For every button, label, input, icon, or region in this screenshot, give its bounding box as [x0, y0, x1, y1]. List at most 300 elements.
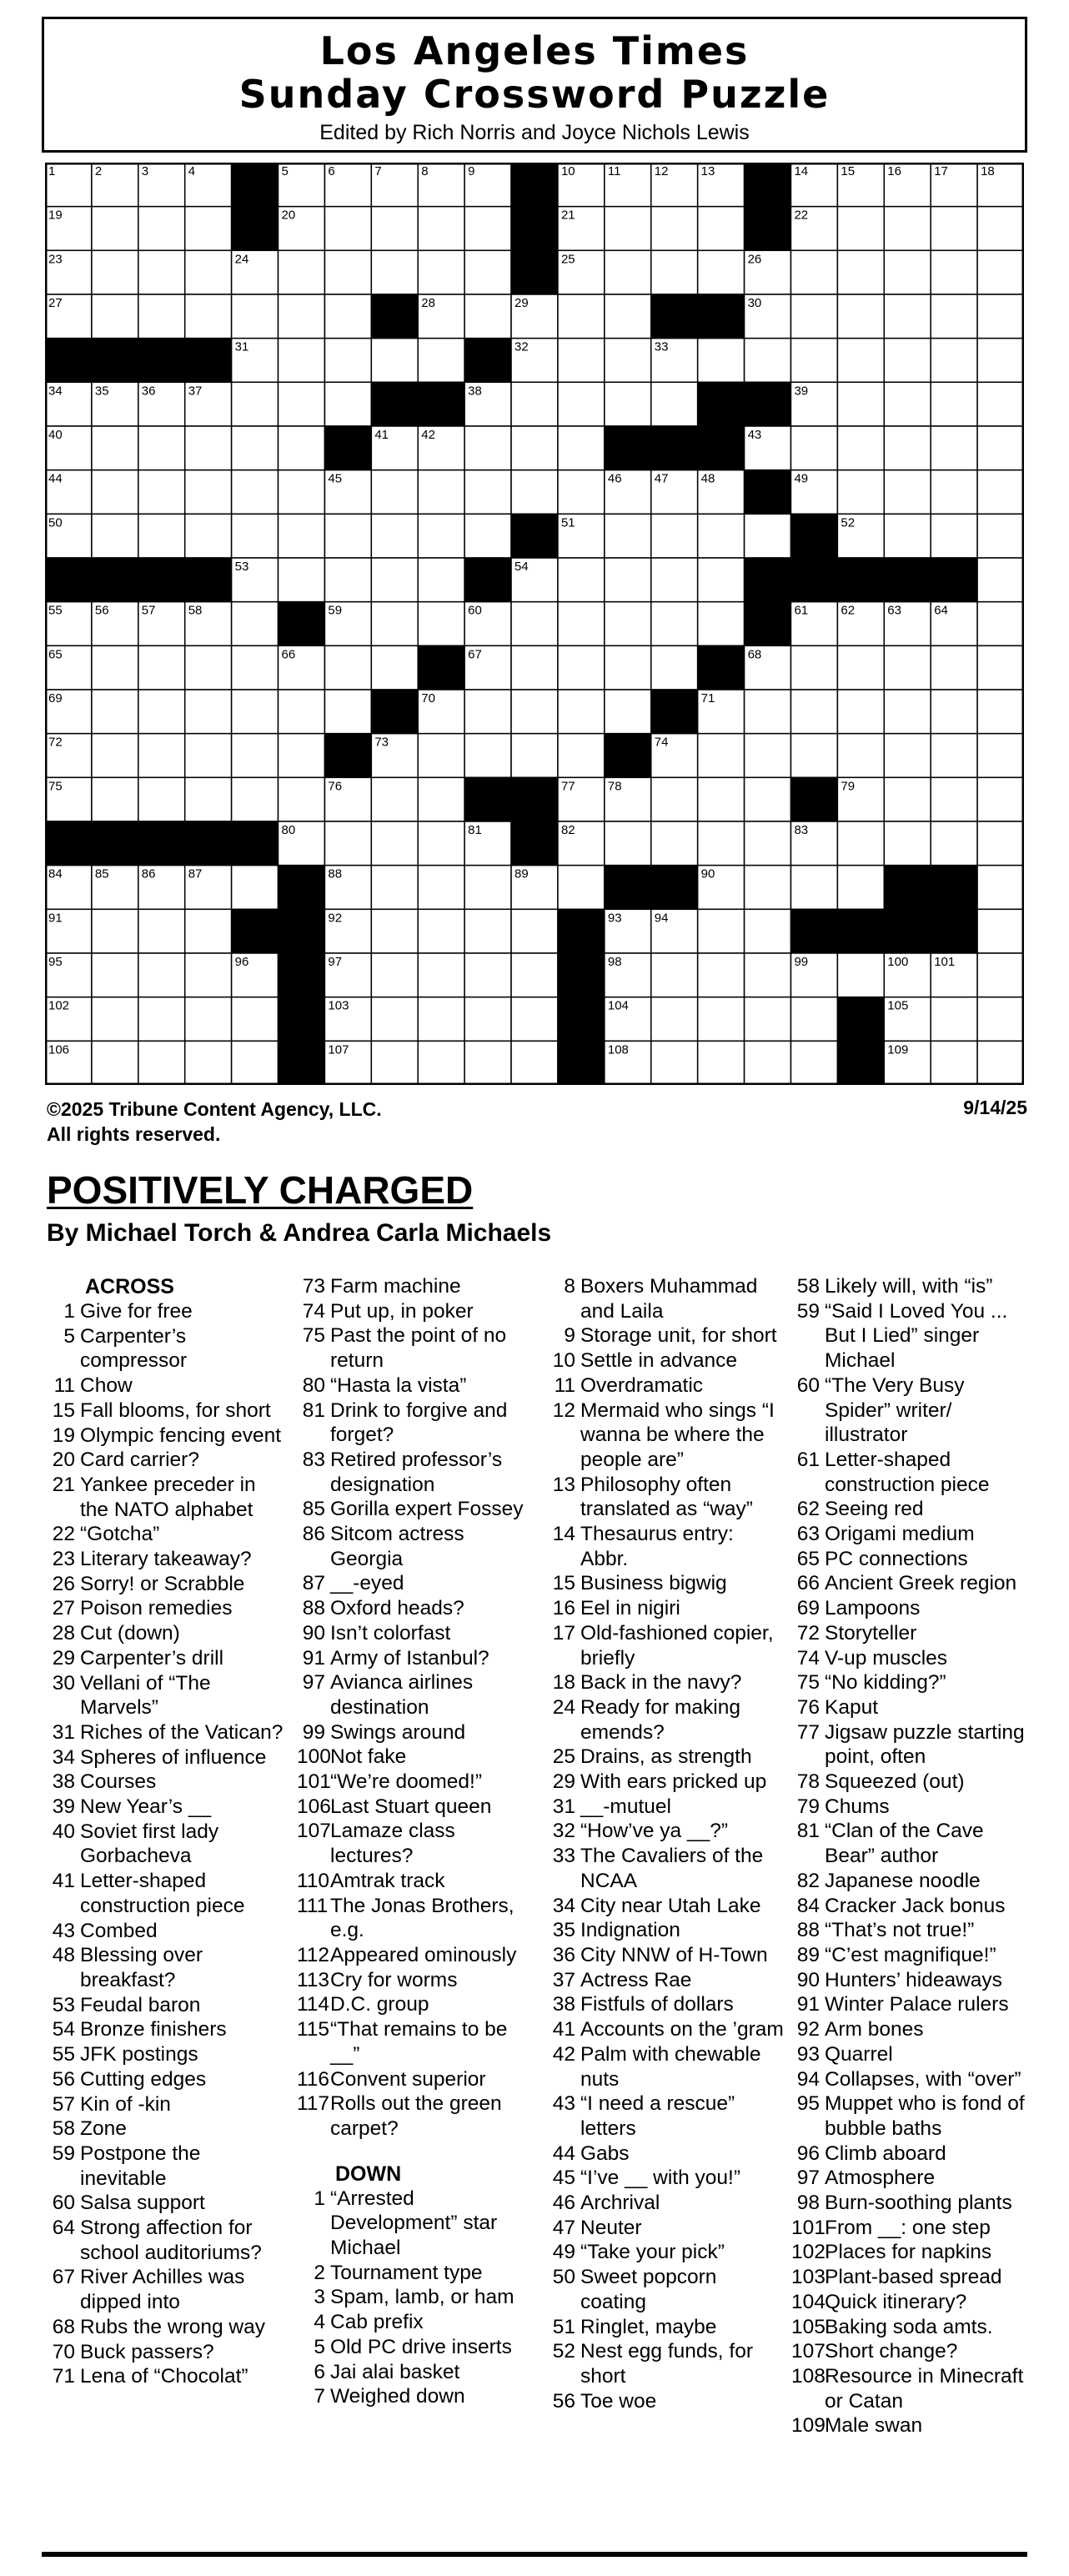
- grid-cell[interactable]: [884, 207, 931, 251]
- grid-cell[interactable]: [232, 514, 279, 558]
- grid-cell[interactable]: [92, 250, 138, 294]
- clue-number: 31: [52, 1720, 75, 1744]
- clue-text: Seeing red: [825, 1498, 924, 1521]
- grid-cell[interactable]: [138, 514, 185, 558]
- grid-cell[interactable]: [837, 645, 884, 690]
- grid-cell[interactable]: [279, 250, 325, 294]
- grid-cell[interactable]: [279, 470, 325, 515]
- grid-cell[interactable]: [324, 558, 371, 602]
- grid-cell[interactable]: [511, 953, 558, 997]
- grid-cell[interactable]: [185, 777, 232, 821]
- grid-cell[interactable]: [977, 602, 1024, 646]
- grid-cell[interactable]: [371, 645, 418, 690]
- grid-cell[interactable]: [931, 821, 977, 866]
- clue-item: [47, 1671, 285, 1720]
- grid-cell[interactable]: [511, 645, 558, 690]
- grid-cell[interactable]: [232, 426, 279, 470]
- grid-cell[interactable]: [837, 426, 884, 470]
- grid-cell[interactable]: [464, 866, 511, 910]
- grid-cell[interactable]: [92, 777, 138, 821]
- grid-cell[interactable]: [884, 645, 931, 690]
- grid-cell[interactable]: [418, 866, 464, 910]
- grid-cell[interactable]: [232, 866, 279, 910]
- grid-cell[interactable]: [418, 470, 464, 515]
- grid-cell[interactable]: [698, 602, 745, 646]
- grid-cell[interactable]: [92, 294, 138, 339]
- grid-cell[interactable]: [138, 1041, 185, 1085]
- grid-cell[interactable]: [651, 821, 698, 866]
- grid-cell[interactable]: [837, 250, 884, 294]
- grid-cell[interactable]: [698, 250, 745, 294]
- crossword-grid[interactable]: [45, 163, 1024, 1085]
- grid-cell[interactable]: [371, 997, 418, 1042]
- grid-cell[interactable]: [232, 777, 279, 821]
- grid-cell[interactable]: [605, 645, 651, 690]
- grid-cell[interactable]: [185, 734, 232, 778]
- grid-cell[interactable]: [418, 734, 464, 778]
- grid-cell[interactable]: [185, 1041, 232, 1085]
- grid-cell[interactable]: [324, 382, 371, 426]
- grid-cell[interactable]: [558, 602, 605, 646]
- grid-cell[interactable]: [185, 997, 232, 1042]
- grid-cell[interactable]: [232, 645, 279, 690]
- clue-number: 77: [796, 1720, 820, 1744]
- grid-cell[interactable]: [790, 250, 837, 294]
- grid-cell[interactable]: [651, 382, 698, 426]
- clue-number: 48: [52, 1944, 75, 1967]
- grid-cell[interactable]: [185, 690, 232, 734]
- clue-item: [297, 2187, 535, 2261]
- grid-cell[interactable]: [464, 997, 511, 1042]
- clue-item: [297, 2067, 535, 2092]
- grid-cell[interactable]: [418, 207, 464, 251]
- grid-cell[interactable]: [884, 470, 931, 515]
- grid-cell[interactable]: [977, 250, 1024, 294]
- clue-text: Gabs: [580, 2142, 630, 2165]
- clue-item: [791, 2216, 1030, 2241]
- grid-cell[interactable]: [418, 339, 464, 383]
- grid-cell[interactable]: [745, 997, 791, 1042]
- grid-cell[interactable]: [745, 909, 791, 953]
- grid-cell[interactable]: [138, 997, 185, 1042]
- grid-cell[interactable]: [558, 426, 605, 470]
- grid-cell[interactable]: [464, 690, 511, 734]
- clue-number: 60: [796, 1373, 820, 1397]
- grid-cell[interactable]: [977, 777, 1024, 821]
- grid-cell[interactable]: [698, 514, 745, 558]
- grid-cell[interactable]: [790, 997, 837, 1042]
- grid-cell[interactable]: [138, 909, 185, 953]
- grid-cell[interactable]: [651, 997, 698, 1042]
- grid-cell[interactable]: [371, 514, 418, 558]
- grid-cell[interactable]: [324, 339, 371, 383]
- grid-cell[interactable]: [138, 207, 185, 251]
- grid-cell[interactable]: [931, 294, 977, 339]
- grid-cell[interactable]: [931, 997, 977, 1042]
- grid-cell[interactable]: [558, 294, 605, 339]
- grid-cell[interactable]: [745, 777, 791, 821]
- grid-cell[interactable]: [418, 777, 464, 821]
- black-square: [558, 997, 605, 1042]
- clue-item: [547, 2091, 785, 2141]
- grid-cell[interactable]: [279, 734, 325, 778]
- grid-cell[interactable]: [931, 734, 977, 778]
- grid-cell[interactable]: [511, 909, 558, 953]
- grid-cell[interactable]: [324, 207, 371, 251]
- grid-cell[interactable]: [232, 294, 279, 339]
- grid-cell[interactable]: [185, 514, 232, 558]
- grid-cell[interactable]: [605, 294, 651, 339]
- grid-cell[interactable]: [698, 339, 745, 383]
- cell-number: 96: [234, 955, 249, 969]
- grid-cell[interactable]: [977, 866, 1024, 910]
- cell-number: 37: [188, 384, 203, 399]
- grid-cell[interactable]: [418, 558, 464, 602]
- grid-cell[interactable]: [511, 734, 558, 778]
- grid-cell[interactable]: [464, 470, 511, 515]
- grid-cell[interactable]: [745, 734, 791, 778]
- grid-cell[interactable]: [884, 426, 931, 470]
- grid-cell[interactable]: [464, 734, 511, 778]
- grid-cell[interactable]: [464, 514, 511, 558]
- grid-cell[interactable]: [884, 250, 931, 294]
- grid-cell[interactable]: [371, 953, 418, 997]
- grid-cell[interactable]: [464, 1041, 511, 1085]
- grid-cell[interactable]: [837, 821, 884, 866]
- grid-cell[interactable]: [884, 514, 931, 558]
- grid-cell[interactable]: [931, 645, 977, 690]
- clue-number: 20: [52, 1449, 75, 1472]
- grid-cell[interactable]: [790, 294, 837, 339]
- grid-cell[interactable]: [558, 558, 605, 602]
- grid-cell[interactable]: [418, 909, 464, 953]
- grid-cell[interactable]: [418, 1041, 464, 1085]
- cell-number: 45: [328, 471, 343, 486]
- grid-cell[interactable]: [279, 426, 325, 470]
- clue-item: [547, 1670, 785, 1695]
- grid-cell[interactable]: [138, 250, 185, 294]
- grid-cell[interactable]: [371, 207, 418, 251]
- grid-cell[interactable]: [92, 909, 138, 953]
- grid-cell[interactable]: [511, 690, 558, 734]
- grid-cell[interactable]: [558, 734, 605, 778]
- clue-text: “How’ve ya __?”: [580, 1820, 729, 1843]
- grid-cell[interactable]: [605, 690, 651, 734]
- grid-cell[interactable]: [185, 645, 232, 690]
- grid-cell[interactable]: [884, 294, 931, 339]
- grid-cell[interactable]: [511, 470, 558, 515]
- grid-cell[interactable]: [511, 382, 558, 426]
- grid-cell[interactable]: [977, 953, 1024, 997]
- grid-cell[interactable]: [324, 294, 371, 339]
- clue-number: 26: [52, 1572, 75, 1595]
- black-square: [464, 339, 511, 383]
- grid-cell[interactable]: [185, 909, 232, 953]
- grid-cell[interactable]: [418, 953, 464, 997]
- grid-cell[interactable]: [464, 426, 511, 470]
- grid-cell[interactable]: [279, 294, 325, 339]
- grid-cell[interactable]: [371, 602, 418, 646]
- grid-cell[interactable]: [511, 602, 558, 646]
- grid-cell[interactable]: [605, 339, 651, 383]
- grid-cell[interactable]: [931, 339, 977, 383]
- grid-cell[interactable]: [232, 690, 279, 734]
- grid-cell[interactable]: [837, 382, 884, 426]
- grid-cell[interactable]: [651, 953, 698, 997]
- grid-cell[interactable]: [138, 645, 185, 690]
- grid-cell[interactable]: [837, 734, 884, 778]
- grid-cell[interactable]: [558, 645, 605, 690]
- grid-cell[interactable]: [977, 690, 1024, 734]
- grid-cell[interactable]: [138, 294, 185, 339]
- grid-cell[interactable]: [558, 470, 605, 515]
- grid-cell[interactable]: [605, 382, 651, 426]
- grid-cell[interactable]: [279, 558, 325, 602]
- grid-cell[interactable]: [931, 690, 977, 734]
- grid-cell[interactable]: [745, 1041, 791, 1085]
- grid-cell[interactable]: [185, 953, 232, 997]
- grid-cell[interactable]: [605, 821, 651, 866]
- grid-cell[interactable]: [92, 514, 138, 558]
- grid-cell[interactable]: [698, 909, 745, 953]
- grid-cell[interactable]: [324, 250, 371, 294]
- grid-cell[interactable]: [232, 997, 279, 1042]
- grid-cell[interactable]: [837, 207, 884, 251]
- grid-cell[interactable]: [790, 645, 837, 690]
- grid-cell[interactable]: [884, 382, 931, 426]
- grid-cell[interactable]: [605, 514, 651, 558]
- grid-cell[interactable]: [464, 294, 511, 339]
- grid-cell[interactable]: [418, 514, 464, 558]
- grid-cell[interactable]: [837, 953, 884, 997]
- grid-cell[interactable]: [92, 690, 138, 734]
- grid-cell[interactable]: [371, 250, 418, 294]
- grid-cell[interactable]: [371, 909, 418, 953]
- grid-cell[interactable]: [977, 821, 1024, 866]
- clue-text: Cab prefix: [330, 2311, 424, 2334]
- cell-number: 19: [48, 208, 63, 223]
- grid-cell[interactable]: [745, 953, 791, 997]
- grid-cell[interactable]: [651, 250, 698, 294]
- grid-cell[interactable]: [138, 734, 185, 778]
- grid-cell[interactable]: [511, 426, 558, 470]
- grid-cell[interactable]: [977, 734, 1024, 778]
- grid-cell[interactable]: [418, 821, 464, 866]
- grid-cell[interactable]: [138, 426, 185, 470]
- grid-cell[interactable]: [698, 953, 745, 997]
- grid-cell[interactable]: [464, 207, 511, 251]
- grid-cell[interactable]: [837, 339, 884, 383]
- grid-cell[interactable]: [92, 1041, 138, 1085]
- grid-cell[interactable]: [651, 514, 698, 558]
- grid-cell[interactable]: [977, 1041, 1024, 1085]
- clue-number: 88: [796, 1919, 820, 1942]
- grid-cell[interactable]: [977, 997, 1024, 1042]
- grid-cell[interactable]: [977, 514, 1024, 558]
- grid-cell[interactable]: [185, 426, 232, 470]
- grid-cell[interactable]: [324, 690, 371, 734]
- clue-number: 37: [552, 1968, 575, 1991]
- grid-cell[interactable]: [558, 866, 605, 910]
- grid-cell[interactable]: [884, 777, 931, 821]
- grid-cell[interactable]: [371, 558, 418, 602]
- grid-cell[interactable]: [371, 821, 418, 866]
- grid-cell[interactable]: [185, 250, 232, 294]
- grid-cell[interactable]: [418, 997, 464, 1042]
- grid-cell[interactable]: [745, 690, 791, 734]
- grid-cell[interactable]: [138, 470, 185, 515]
- grid-cell[interactable]: [185, 294, 232, 339]
- grid-cell[interactable]: [279, 514, 325, 558]
- grid-cell[interactable]: [837, 470, 884, 515]
- grid-cell[interactable]: [698, 821, 745, 866]
- grid-cell[interactable]: [698, 207, 745, 251]
- grid-cell[interactable]: [418, 250, 464, 294]
- grid-cell[interactable]: [977, 339, 1024, 383]
- grid-cell[interactable]: [605, 558, 651, 602]
- grid-cell[interactable]: [745, 339, 791, 383]
- grid-cell[interactable]: [790, 339, 837, 383]
- grid-cell[interactable]: [977, 207, 1024, 251]
- grid-cell[interactable]: [138, 953, 185, 997]
- grid-cell[interactable]: [931, 250, 977, 294]
- grid-cell[interactable]: [790, 734, 837, 778]
- grid-cell[interactable]: [232, 734, 279, 778]
- grid-cell[interactable]: [837, 866, 884, 910]
- grid-cell[interactable]: [605, 207, 651, 251]
- clue-text: Literary takeaway?: [80, 1548, 252, 1571]
- grid-cell[interactable]: [931, 207, 977, 251]
- grid-cell[interactable]: [977, 909, 1024, 953]
- grid-cell[interactable]: [371, 866, 418, 910]
- grid-cell[interactable]: [745, 514, 791, 558]
- grid-cell[interactable]: [745, 866, 791, 910]
- grid-cell[interactable]: [651, 777, 698, 821]
- grid-cell[interactable]: [651, 645, 698, 690]
- grid-cell[interactable]: [92, 207, 138, 251]
- grid-cell[interactable]: [138, 777, 185, 821]
- grid-cell[interactable]: [745, 821, 791, 866]
- clue-item: [47, 2142, 285, 2191]
- grid-cell[interactable]: [464, 250, 511, 294]
- grid-cell[interactable]: [232, 470, 279, 515]
- grid-cell[interactable]: [279, 382, 325, 426]
- grid-cell[interactable]: [931, 470, 977, 515]
- cell-number: 9: [468, 164, 475, 178]
- grid-cell[interactable]: [698, 997, 745, 1042]
- grid-cell[interactable]: [464, 909, 511, 953]
- grid-cell[interactable]: [279, 339, 325, 383]
- grid-cell[interactable]: [371, 1041, 418, 1085]
- grid-cell[interactable]: [371, 777, 418, 821]
- clue-item: [791, 1894, 1030, 1919]
- grid-cell[interactable]: [698, 1041, 745, 1085]
- grid-cell[interactable]: [790, 690, 837, 734]
- grid-cell[interactable]: [931, 382, 977, 426]
- clue-number: 23: [52, 1548, 75, 1571]
- grid-cell[interactable]: [371, 339, 418, 383]
- grid-cell[interactable]: [790, 426, 837, 470]
- grid-cell[interactable]: [884, 734, 931, 778]
- grid-cell[interactable]: [977, 558, 1024, 602]
- grid-cell[interactable]: [92, 953, 138, 997]
- clue-text: Places for napkins: [825, 2241, 992, 2264]
- grid-cell[interactable]: [92, 997, 138, 1042]
- grid-cell[interactable]: [279, 777, 325, 821]
- grid-cell[interactable]: [698, 777, 745, 821]
- clue-text: Old-fashioned copier, briefly: [580, 1621, 774, 1670]
- grid-cell[interactable]: [837, 294, 884, 339]
- grid-cell[interactable]: [790, 866, 837, 910]
- grid-cell[interactable]: [232, 1041, 279, 1085]
- grid-cell[interactable]: [931, 777, 977, 821]
- grid-cell[interactable]: [977, 382, 1024, 426]
- grid-cell[interactable]: [931, 1041, 977, 1085]
- clue-item: [791, 1274, 1030, 1299]
- cell-number: 1: [48, 164, 56, 178]
- grid-cell[interactable]: [977, 645, 1024, 690]
- grid-cell[interactable]: [651, 1041, 698, 1085]
- grid-cell[interactable]: [558, 382, 605, 426]
- grid-cell[interactable]: [511, 1041, 558, 1085]
- grid-cell[interactable]: [558, 339, 605, 383]
- grid-cell[interactable]: [605, 602, 651, 646]
- grid-cell[interactable]: [977, 470, 1024, 515]
- grid-cell[interactable]: [324, 821, 371, 866]
- grid-cell[interactable]: [92, 645, 138, 690]
- grid-cell[interactable]: [92, 734, 138, 778]
- grid-cell[interactable]: [651, 558, 698, 602]
- grid-cell[interactable]: [884, 690, 931, 734]
- clue-text: Combed: [80, 1919, 158, 1942]
- grid-cell[interactable]: [977, 294, 1024, 339]
- grid-cell[interactable]: [324, 645, 371, 690]
- grid-cell[interactable]: [931, 426, 977, 470]
- grid-cell[interactable]: [790, 1041, 837, 1085]
- grid-cell[interactable]: [418, 602, 464, 646]
- grid-cell[interactable]: [185, 207, 232, 251]
- clue-number: 104: [791, 2290, 826, 2313]
- grid-cell[interactable]: [698, 734, 745, 778]
- grid-cell[interactable]: [138, 690, 185, 734]
- grid-cell[interactable]: [698, 558, 745, 602]
- grid-cell[interactable]: [185, 470, 232, 515]
- grid-cell[interactable]: [651, 207, 698, 251]
- grid-cell[interactable]: [931, 514, 977, 558]
- grid-cell[interactable]: [464, 953, 511, 997]
- clue-number: 102: [791, 2241, 826, 2264]
- grid-cell[interactable]: [884, 821, 931, 866]
- grid-cell[interactable]: [651, 602, 698, 646]
- grid-cell[interactable]: [92, 470, 138, 515]
- grid-cell[interactable]: [279, 690, 325, 734]
- grid-cell[interactable]: [977, 426, 1024, 470]
- grid-cell[interactable]: [558, 690, 605, 734]
- clue-item: [47, 1720, 285, 1745]
- clue-number: 10: [552, 1349, 575, 1373]
- grid-cell[interactable]: [511, 997, 558, 1042]
- grid-cell[interactable]: [605, 250, 651, 294]
- grid-cell[interactable]: [324, 514, 371, 558]
- grid-cell[interactable]: [92, 426, 138, 470]
- grid-cell[interactable]: [232, 602, 279, 646]
- black-square: [605, 426, 651, 470]
- grid-cell[interactable]: [232, 382, 279, 426]
- clue-text: “Said I Loved You ... But I Lied” singer Michael: [825, 1299, 1008, 1373]
- grid-cell[interactable]: [371, 470, 418, 515]
- grid-cell[interactable]: [884, 339, 931, 383]
- grid-cell[interactable]: [837, 690, 884, 734]
